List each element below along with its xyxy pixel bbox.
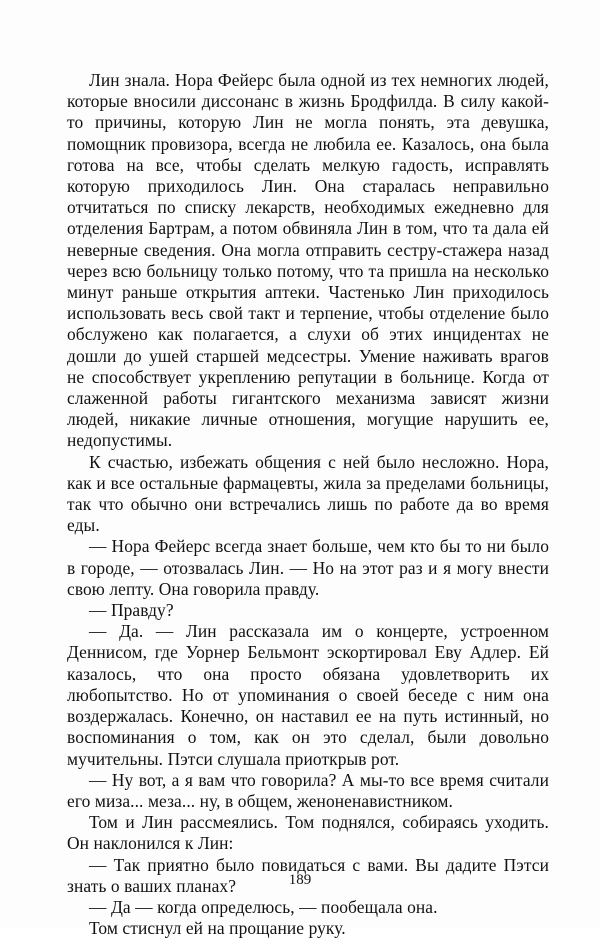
paragraph: — Да — когда определюсь, — пообещала она. [89, 896, 438, 917]
paragraph: — Ну вот, а я вам что говорила? А мы-то все время считали его миза... меза... ну, в общем, женоненавистником. [67, 769, 549, 811]
paragraph: — Нора Фейерс всегда знает больше, чем кто бы то ни было в городе, — отозвалась Лин. — Но на этот раз и я могу внести свою лепту. Она говорила правду. [67, 536, 549, 599]
paragraph: Том и Лин рассмеялись. Том поднялся, собираясь уходить. Он наклонился к Лин: [67, 812, 549, 854]
paragraph: — Да. — Лин рассказала им о концерте, устроенном Деннисом, где Уорнер Бельмонт эскортировал Еву Адлер. Ей казалось, что она просто обязана удовлетворить их любопытство. Но от упоминания о своей беседе с ним она воздержалась. Конечно, он наставил ее на путь истинный, но воспоминания о том, как он это сделал, были довольно мучительны. Пэтси слушала приоткрыв рот. [67, 621, 549, 769]
paragraph: Том стиснул ей на прощание руку. [89, 918, 346, 939]
paragraph: К счастью, избежать общения с ней было несложно. Нора, как и все остальные фармацевты, жила за пределами больницы, так что обычно они встречались лишь по работе да во время еды. [67, 451, 549, 536]
page-number: 189 [288, 872, 312, 888]
paragraph: Лин знала. Нора Фейерс была одной из тех немногих людей, которые вносили диссонанс в жизнь Бродфилда. В силу какой-то причины, которую Лин не могла понять, эта девушка, помощник провизора, всегда не любила ее. Казалось, она была готова на все, чтобы сделать мелкую гадость, исправлять которую приходилось Лин. Она старалась неправильно отчитаться по списку лекарств, необходимых ежедневно для отделения Бартрам, а потом обвиняла Лин в том, что та дала ей неверные сведения. Она могла отправить сестру-стажера назад через всю больницу только потому, что та пришла на несколько минут раньше открытия аптеки. Частенько Лин приходилось использовать весь свой такт и терпение, чтобы отделение было обслужено как полагается, а слухи об этих инцидентах не дошли до ушей старшей медсестры. Умение наживать врагов не способствует укреплению репутации в больнице. Когда от слаженной работы гигантского механизма зависят жизни людей, никакие личные отношения, могущие нарушить ее, недопустимы. [67, 70, 549, 451]
paragraph: — Так приятно было повидаться с вами. Вы дадите Пэтси знать о ваших планах? [67, 854, 549, 896]
body-text [67, 70, 549, 939]
paragraph: — Правду? [89, 600, 174, 621]
